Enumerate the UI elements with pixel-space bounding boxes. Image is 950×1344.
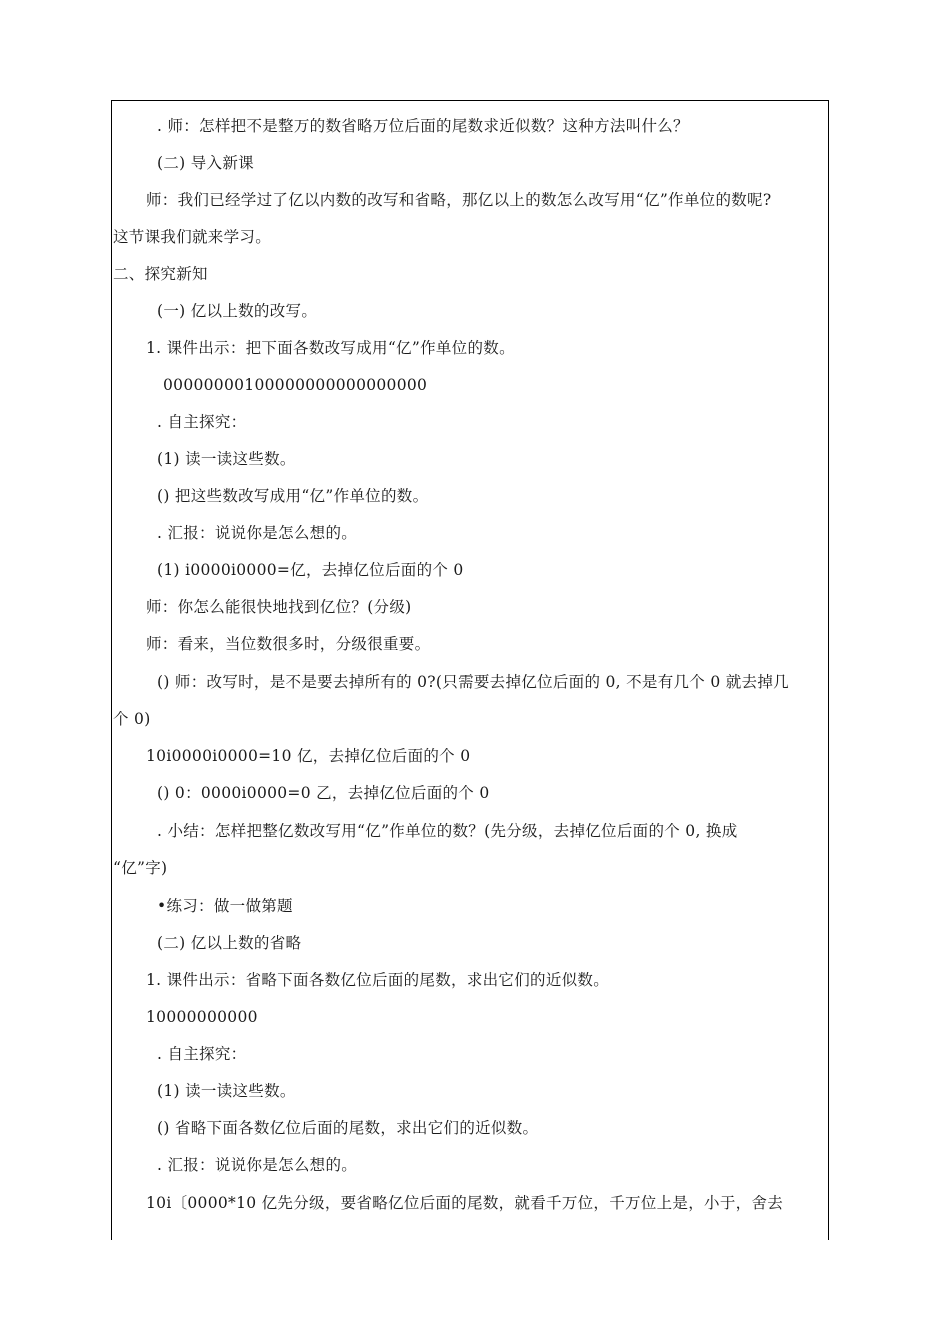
- text-line-6: (一) 亿以上数的改写。: [157, 302, 318, 320]
- text-line-18: 10i0000i0000=10 亿，去掉亿位后面的个 0: [146, 747, 471, 765]
- text-line-3: 师：我们已经学过了亿以内数的改写和省略，那亿以上的数怎么改写用“亿”作单位的数呢?: [146, 191, 772, 209]
- text-line-10: (1) 读一读这些数。: [157, 450, 296, 468]
- text-line-14: 师：你怎么能很快地找到亿位？(分级): [146, 598, 412, 616]
- text-line-9: . 自主探究：: [157, 413, 247, 431]
- text-line-23: (二) 亿以上数的省略: [157, 934, 302, 952]
- text-line-7: 1. 课件出示：把下面各数改写成用“亿”作单位的数。: [146, 339, 515, 357]
- text-line-12: . 汇报：说说你是怎么想的。: [157, 524, 358, 542]
- section-heading-explore: 二、探究新知: [113, 265, 208, 283]
- text-line-8: 00000000100000000000000000: [163, 376, 428, 394]
- text-line-28: () 省略下面各数亿位后面的尾数，求出它们的近似数。: [157, 1119, 539, 1137]
- text-line-24: 1. 课件出示：省略下面各数亿位后面的尾数，求出它们的近似数。: [146, 971, 610, 989]
- text-line-2: (二) 导入新课: [157, 154, 254, 172]
- text-line-19: () 0：0000i0000=0 乙，去掉亿位后面的个 0: [157, 784, 490, 802]
- text-line-27: (1) 读一读这些数。: [157, 1082, 296, 1100]
- text-line-4: 这节课我们就来学习。: [113, 228, 272, 246]
- text-line-25: 10000000000: [146, 1008, 258, 1026]
- text-line-11: () 把这些数改写成用“亿”作单位的数。: [157, 487, 429, 505]
- text-line-29: . 汇报：说说你是怎么想的。: [157, 1156, 358, 1174]
- text-line-22: •练习：做一做第题: [157, 897, 293, 915]
- text-line-26: . 自主探究：: [157, 1045, 247, 1063]
- text-line-13: (1) i0000i0000=亿，去掉亿位后面的个 0: [157, 561, 464, 579]
- text-line-15: 师：看来，当位数很多时，分级很重要。: [146, 635, 431, 653]
- text-line-21: “亿”字): [113, 859, 168, 877]
- text-line-1: . 师：怎样把不是整万的数省略万位后面的尾数求近似数？这种方法叫什么？: [157, 117, 689, 135]
- text-line-20: . 小结：怎样把整亿数改写用“亿”作单位的数？(先分级，去掉亿位后面的个 0, 换成: [157, 822, 738, 840]
- text-line-17: 个 0): [113, 710, 151, 728]
- text-line-30: 10i〔0000*10 亿先分级，要省略亿位后面的尾数，就看千万位，千万位上是，小于，舍去: [146, 1194, 784, 1212]
- text-line-16: () 师：改写时，是不是要去掉所有的 0?(只需要去掉亿位后面的 0, 不是有几个 0 就去掉几: [157, 673, 789, 691]
- document-table-frame: [111, 100, 829, 1240]
